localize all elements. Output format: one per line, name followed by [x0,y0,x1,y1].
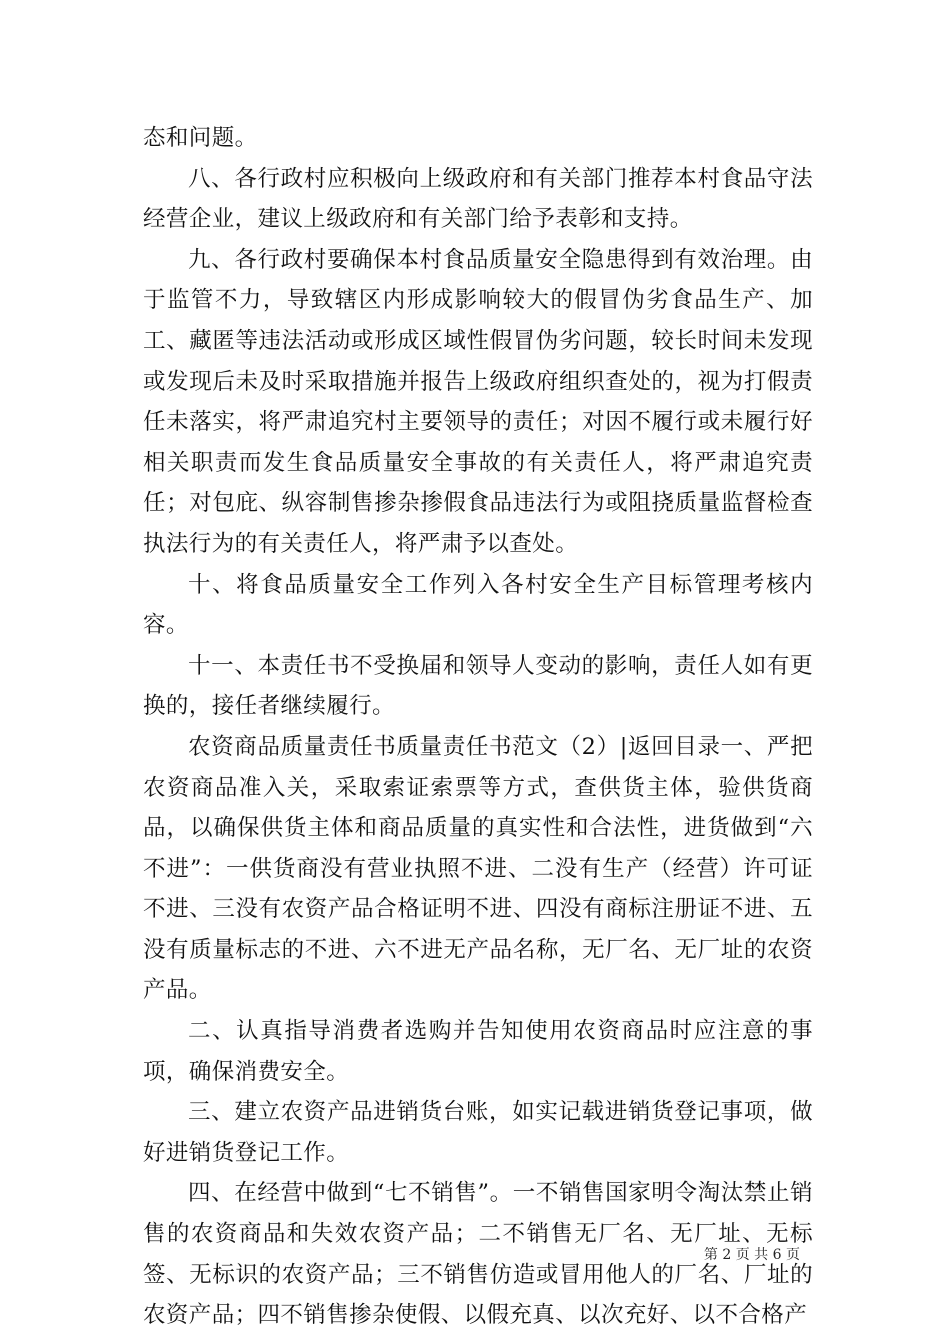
paragraph-section-2-item-3: 三、建立农资产品进销货台账，如实记载进销货登记事项，做好进销货登记工作。 [143,1099,813,1166]
paragraph-section-2-item-2: 二、认真指导消费者选购并告知使用农资商品时应注意的事项，确保消费安全。 [143,1018,813,1085]
paragraph-item-11: 十一、本责任书不受换届和领导人变动的影响，责任人如有更换的，接任者继续履行。 [143,652,813,720]
paragraph-continuation: 态和问题。 [143,125,258,151]
paragraph-section-2-item-1: 农资商品质量责任书质量责任书范文（2）|返回目录一、严把农资商品准入关，采取索证索票等方式，查供货主体，验供货商品，以确保供货主体和商品质量的真实性和合法性，进货做到“六不进”：一供货商没有营业执照不进、二没有生产（经营）许可证不进、三没有农资产品合格证明不进、四没有商标注册证不进、五没有质量标志的不进、六不进无产品名称，无厂名、无厂址的农资产品。 [143,733,813,1004]
paragraph-item-8: 八、各行政村应积极向上级政府和有关部门推荐本村食品守法经营企业，建议上级政府和有关部门给予表彰和支持。 [143,165,813,233]
document-body [143,118,813,1336]
paragraph-section-2-item-4: 四、在经营中做到“七不销售”。一不销售国家明令淘汰禁止销售的农资商品和失效农资产品；二不销售无厂名、无厂址、无标签、无标识的农资产品；三不销售仿造或冒用他人的厂名、厂址的农资产品；四不销售掺杂使假、以假充真、以次充好、以不合格产 [143,1180,813,1329]
page-number-footer: 第 2 页 共 6 页 [703,1247,800,1263]
paragraph-item-10: 十、将食品质量安全工作列入各村安全生产目标管理考核内容。 [143,571,813,639]
paragraph-item-9: 九、各行政村要确保本村食品质量安全隐患得到有效治理。由于监管不力，导致辖区内形成影响较大的假冒伪劣食品生产、加工、藏匿等违法活动或形成区域性假冒伪劣问题，较长时间未发现或发现后未及时采取措施并报告上级政府组织查处的，视为打假责任未落实，将严肃追究村主要领导的责任；对因不履行或未履行好相关职责而发生食品质量安全事故的有关责任人，将严肃追究责任；对包庇、纵容制售掺杂掺假食品违法行为或阻挠质量监督检查执法行为的有关责任人，将严肃予以查处。 [143,246,813,557]
